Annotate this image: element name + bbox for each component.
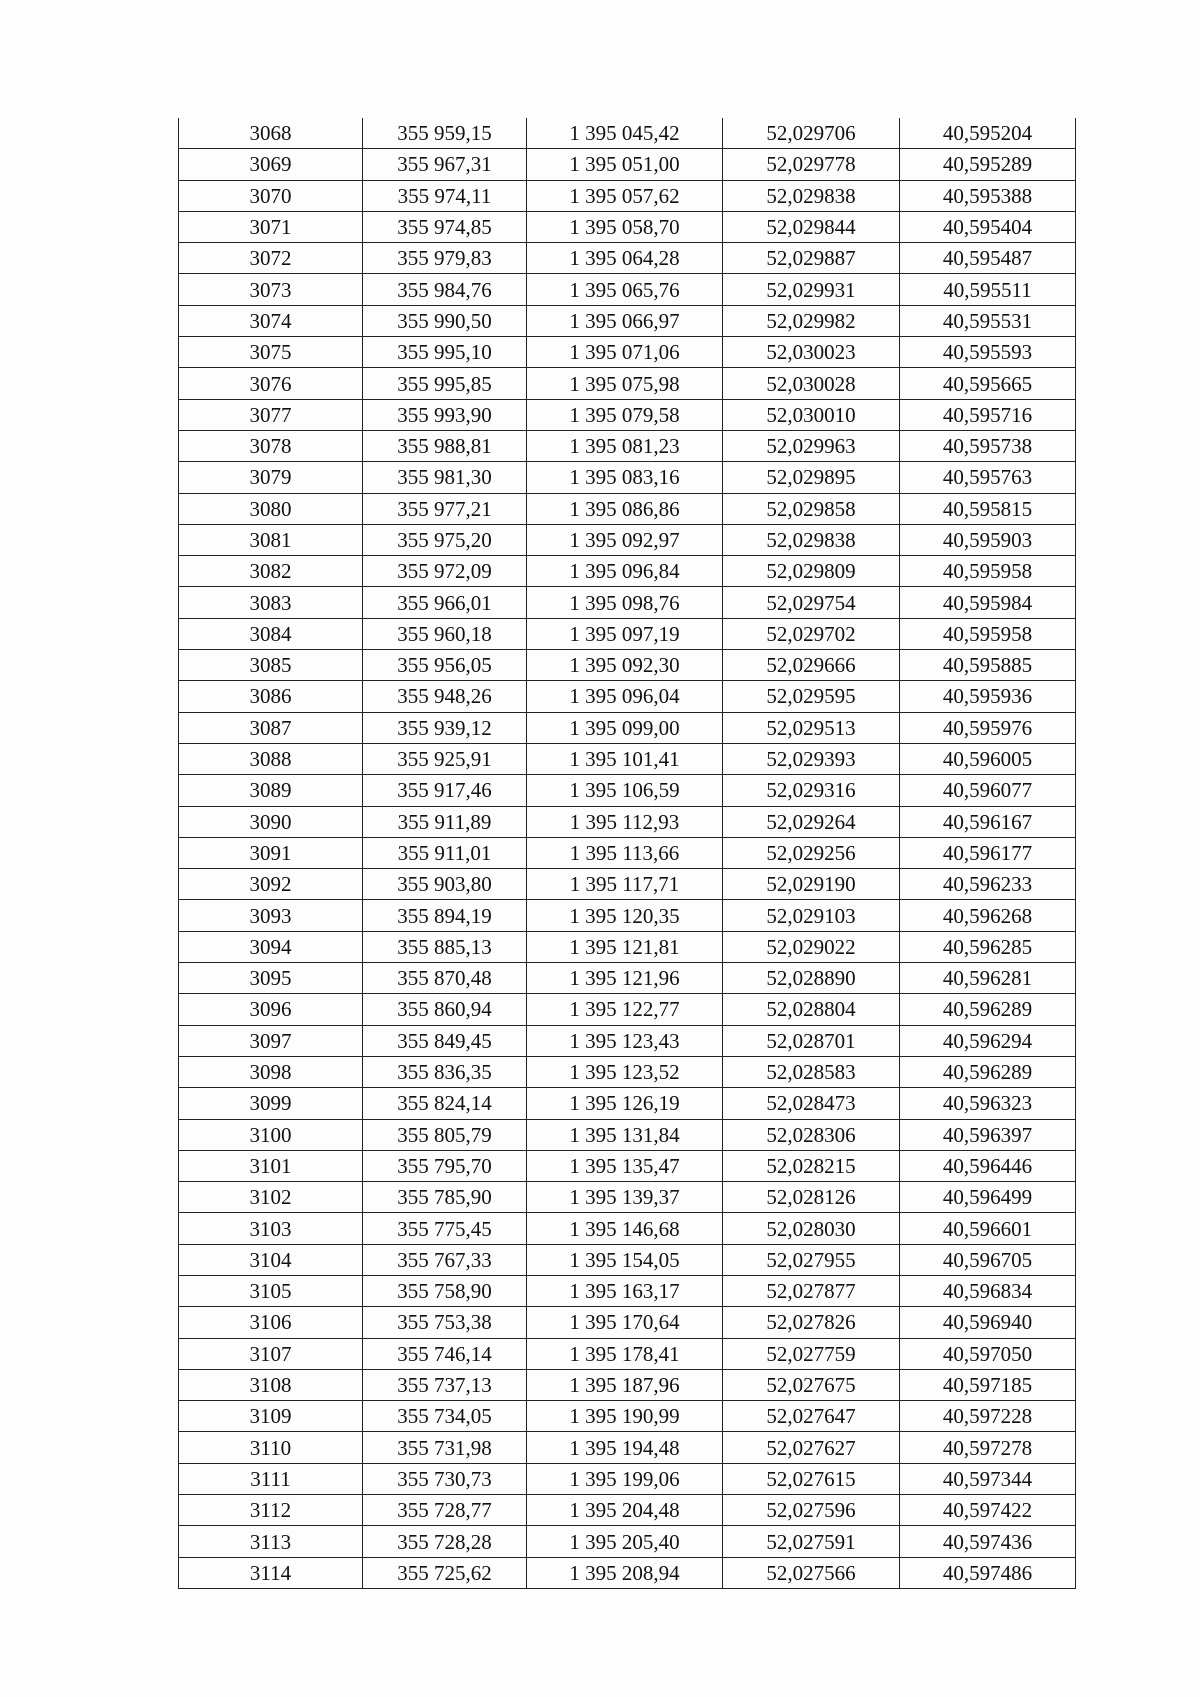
longitude-cell: 40,596834 — [900, 1275, 1076, 1306]
x-coordinate-cell: 355 981,30 — [363, 462, 527, 493]
point-number-cell: 3088 — [179, 743, 363, 774]
point-number-cell: 3082 — [179, 556, 363, 587]
latitude-cell: 52,029666 — [723, 650, 900, 681]
x-coordinate-cell: 355 939,12 — [363, 712, 527, 743]
x-coordinate-cell: 355 805,79 — [363, 1119, 527, 1150]
x-coordinate-cell: 355 746,14 — [363, 1338, 527, 1369]
y-coordinate-cell: 1 395 083,16 — [527, 462, 723, 493]
longitude-cell: 40,595936 — [900, 681, 1076, 712]
latitude-cell: 52,027759 — [723, 1338, 900, 1369]
table-row — [179, 1557, 1076, 1588]
longitude-cell: 40,595511 — [900, 274, 1076, 305]
table-row — [179, 775, 1076, 806]
latitude-cell: 52,029595 — [723, 681, 900, 712]
point-number-cell: 3103 — [179, 1213, 363, 1244]
point-number-cell: 3109 — [179, 1401, 363, 1432]
x-coordinate-cell: 355 725,62 — [363, 1557, 527, 1588]
point-number-cell: 3093 — [179, 900, 363, 931]
latitude-cell: 52,029838 — [723, 524, 900, 555]
point-number-cell: 3077 — [179, 399, 363, 430]
latitude-cell: 52,030028 — [723, 368, 900, 399]
latitude-cell: 52,027627 — [723, 1432, 900, 1463]
y-coordinate-cell: 1 395 170,64 — [527, 1307, 723, 1338]
x-coordinate-cell: 355 795,70 — [363, 1150, 527, 1181]
y-coordinate-cell: 1 395 081,23 — [527, 430, 723, 461]
y-coordinate-cell: 1 395 121,81 — [527, 931, 723, 962]
y-coordinate-cell: 1 395 154,05 — [527, 1244, 723, 1275]
x-coordinate-cell: 355 785,90 — [363, 1182, 527, 1213]
latitude-cell: 52,029256 — [723, 837, 900, 868]
y-coordinate-cell: 1 395 113,66 — [527, 837, 723, 868]
longitude-cell: 40,595815 — [900, 493, 1076, 524]
longitude-cell: 40,597344 — [900, 1463, 1076, 1494]
latitude-cell: 52,027566 — [723, 1557, 900, 1588]
point-number-cell: 3101 — [179, 1150, 363, 1181]
point-number-cell: 3095 — [179, 963, 363, 994]
longitude-cell: 40,596289 — [900, 994, 1076, 1025]
coordinates-table-body — [179, 118, 1076, 1588]
point-number-cell: 3081 — [179, 524, 363, 555]
table-row — [179, 305, 1076, 336]
point-number-cell: 3068 — [179, 118, 363, 149]
longitude-cell: 40,596289 — [900, 1056, 1076, 1087]
y-coordinate-cell: 1 395 101,41 — [527, 743, 723, 774]
point-number-cell: 3069 — [179, 149, 363, 180]
y-coordinate-cell: 1 395 123,52 — [527, 1056, 723, 1087]
latitude-cell: 52,029931 — [723, 274, 900, 305]
y-coordinate-cell: 1 395 178,41 — [527, 1338, 723, 1369]
y-coordinate-cell: 1 395 121,96 — [527, 963, 723, 994]
point-number-cell: 3102 — [179, 1182, 363, 1213]
longitude-cell: 40,597436 — [900, 1526, 1076, 1557]
y-coordinate-cell: 1 395 187,96 — [527, 1369, 723, 1400]
latitude-cell: 52,027826 — [723, 1307, 900, 1338]
y-coordinate-cell: 1 395 139,37 — [527, 1182, 723, 1213]
latitude-cell: 52,028804 — [723, 994, 900, 1025]
longitude-cell: 40,597278 — [900, 1432, 1076, 1463]
point-number-cell: 3078 — [179, 430, 363, 461]
table-row — [179, 337, 1076, 368]
point-number-cell: 3076 — [179, 368, 363, 399]
latitude-cell: 52,029022 — [723, 931, 900, 962]
latitude-cell: 52,027615 — [723, 1463, 900, 1494]
table-row — [179, 1401, 1076, 1432]
table-row — [179, 243, 1076, 274]
table-row — [179, 1338, 1076, 1369]
longitude-cell: 40,597228 — [900, 1401, 1076, 1432]
longitude-cell: 40,595204 — [900, 118, 1076, 149]
x-coordinate-cell: 355 758,90 — [363, 1275, 527, 1306]
point-number-cell: 3097 — [179, 1025, 363, 1056]
y-coordinate-cell: 1 395 120,35 — [527, 900, 723, 931]
table-row — [179, 430, 1076, 461]
latitude-cell: 52,029858 — [723, 493, 900, 524]
x-coordinate-cell: 355 979,83 — [363, 243, 527, 274]
latitude-cell: 52,029316 — [723, 775, 900, 806]
x-coordinate-cell: 355 911,01 — [363, 837, 527, 868]
table-row — [179, 931, 1076, 962]
table-row — [179, 1463, 1076, 1494]
table-row — [179, 806, 1076, 837]
y-coordinate-cell: 1 395 123,43 — [527, 1025, 723, 1056]
latitude-cell: 52,027596 — [723, 1495, 900, 1526]
y-coordinate-cell: 1 395 058,70 — [527, 211, 723, 242]
latitude-cell: 52,028030 — [723, 1213, 900, 1244]
y-coordinate-cell: 1 395 117,71 — [527, 869, 723, 900]
latitude-cell: 52,027647 — [723, 1401, 900, 1432]
x-coordinate-cell: 355 870,48 — [363, 963, 527, 994]
latitude-cell: 52,029190 — [723, 869, 900, 900]
x-coordinate-cell: 355 984,76 — [363, 274, 527, 305]
x-coordinate-cell: 355 767,33 — [363, 1244, 527, 1275]
table-row — [179, 556, 1076, 587]
point-number-cell: 3083 — [179, 587, 363, 618]
x-coordinate-cell: 355 731,98 — [363, 1432, 527, 1463]
table-row — [179, 399, 1076, 430]
latitude-cell: 52,028473 — [723, 1088, 900, 1119]
point-number-cell: 3098 — [179, 1056, 363, 1087]
x-coordinate-cell: 355 948,26 — [363, 681, 527, 712]
x-coordinate-cell: 355 753,38 — [363, 1307, 527, 1338]
longitude-cell: 40,596177 — [900, 837, 1076, 868]
latitude-cell: 52,029702 — [723, 618, 900, 649]
longitude-cell: 40,597422 — [900, 1495, 1076, 1526]
longitude-cell: 40,595738 — [900, 430, 1076, 461]
longitude-cell: 40,596601 — [900, 1213, 1076, 1244]
longitude-cell: 40,597185 — [900, 1369, 1076, 1400]
latitude-cell: 52,029982 — [723, 305, 900, 336]
x-coordinate-cell: 355 894,19 — [363, 900, 527, 931]
y-coordinate-cell: 1 395 204,48 — [527, 1495, 723, 1526]
latitude-cell: 52,029264 — [723, 806, 900, 837]
latitude-cell: 52,028583 — [723, 1056, 900, 1087]
point-number-cell: 3092 — [179, 869, 363, 900]
x-coordinate-cell: 355 972,09 — [363, 556, 527, 587]
y-coordinate-cell: 1 395 066,97 — [527, 305, 723, 336]
x-coordinate-cell: 355 728,77 — [363, 1495, 527, 1526]
point-number-cell: 3087 — [179, 712, 363, 743]
latitude-cell: 52,030023 — [723, 337, 900, 368]
longitude-cell: 40,596233 — [900, 869, 1076, 900]
latitude-cell: 52,029778 — [723, 149, 900, 180]
longitude-cell: 40,596499 — [900, 1182, 1076, 1213]
point-number-cell: 3074 — [179, 305, 363, 336]
point-number-cell: 3085 — [179, 650, 363, 681]
longitude-cell: 40,596705 — [900, 1244, 1076, 1275]
point-number-cell: 3113 — [179, 1526, 363, 1557]
latitude-cell: 52,027955 — [723, 1244, 900, 1275]
point-number-cell: 3108 — [179, 1369, 363, 1400]
point-number-cell: 3107 — [179, 1338, 363, 1369]
table-row — [179, 118, 1076, 149]
x-coordinate-cell: 355 974,85 — [363, 211, 527, 242]
point-number-cell: 3084 — [179, 618, 363, 649]
point-number-cell: 3079 — [179, 462, 363, 493]
table-row — [179, 1526, 1076, 1557]
longitude-cell: 40,596281 — [900, 963, 1076, 994]
point-number-cell: 3106 — [179, 1307, 363, 1338]
y-coordinate-cell: 1 395 208,94 — [527, 1557, 723, 1588]
y-coordinate-cell: 1 395 098,76 — [527, 587, 723, 618]
longitude-cell: 40,595388 — [900, 180, 1076, 211]
latitude-cell: 52,029754 — [723, 587, 900, 618]
point-number-cell: 3111 — [179, 1463, 363, 1494]
longitude-cell: 40,595885 — [900, 650, 1076, 681]
point-number-cell: 3072 — [179, 243, 363, 274]
y-coordinate-cell: 1 395 096,84 — [527, 556, 723, 587]
x-coordinate-cell: 355 967,31 — [363, 149, 527, 180]
x-coordinate-cell: 355 966,01 — [363, 587, 527, 618]
table-row — [179, 1495, 1076, 1526]
y-coordinate-cell: 1 395 065,76 — [527, 274, 723, 305]
latitude-cell: 52,028126 — [723, 1182, 900, 1213]
y-coordinate-cell: 1 395 163,17 — [527, 1275, 723, 1306]
table-row — [179, 712, 1076, 743]
x-coordinate-cell: 355 988,81 — [363, 430, 527, 461]
longitude-cell: 40,597050 — [900, 1338, 1076, 1369]
point-number-cell: 3114 — [179, 1557, 363, 1588]
latitude-cell: 52,028215 — [723, 1150, 900, 1181]
latitude-cell: 52,029706 — [723, 118, 900, 149]
latitude-cell: 52,029103 — [723, 900, 900, 931]
longitude-cell: 40,596294 — [900, 1025, 1076, 1056]
table-row — [179, 493, 1076, 524]
latitude-cell: 52,029963 — [723, 430, 900, 461]
longitude-cell: 40,596940 — [900, 1307, 1076, 1338]
table-row — [179, 1056, 1076, 1087]
latitude-cell: 52,029393 — [723, 743, 900, 774]
point-number-cell: 3070 — [179, 180, 363, 211]
longitude-cell: 40,596446 — [900, 1150, 1076, 1181]
x-coordinate-cell: 355 836,35 — [363, 1056, 527, 1087]
x-coordinate-cell: 355 849,45 — [363, 1025, 527, 1056]
longitude-cell: 40,596167 — [900, 806, 1076, 837]
longitude-cell: 40,595289 — [900, 149, 1076, 180]
x-coordinate-cell: 355 775,45 — [363, 1213, 527, 1244]
table-row — [179, 1182, 1076, 1213]
longitude-cell: 40,596323 — [900, 1088, 1076, 1119]
y-coordinate-cell: 1 395 064,28 — [527, 243, 723, 274]
point-number-cell: 3080 — [179, 493, 363, 524]
table-row — [179, 1150, 1076, 1181]
latitude-cell: 52,027675 — [723, 1369, 900, 1400]
x-coordinate-cell: 355 995,10 — [363, 337, 527, 368]
y-coordinate-cell: 1 395 099,00 — [527, 712, 723, 743]
y-coordinate-cell: 1 395 205,40 — [527, 1526, 723, 1557]
point-number-cell: 3110 — [179, 1432, 363, 1463]
point-number-cell: 3105 — [179, 1275, 363, 1306]
longitude-cell: 40,595958 — [900, 556, 1076, 587]
table-row — [179, 1025, 1076, 1056]
table-row — [179, 618, 1076, 649]
y-coordinate-cell: 1 395 086,86 — [527, 493, 723, 524]
point-number-cell: 3086 — [179, 681, 363, 712]
x-coordinate-cell: 355 956,05 — [363, 650, 527, 681]
x-coordinate-cell: 355 990,50 — [363, 305, 527, 336]
x-coordinate-cell: 355 824,14 — [363, 1088, 527, 1119]
table-row — [179, 149, 1076, 180]
point-number-cell: 3104 — [179, 1244, 363, 1275]
x-coordinate-cell: 355 995,85 — [363, 368, 527, 399]
coordinates-table — [178, 118, 1076, 1589]
y-coordinate-cell: 1 395 112,93 — [527, 806, 723, 837]
x-coordinate-cell: 355 728,28 — [363, 1526, 527, 1557]
latitude-cell: 52,029887 — [723, 243, 900, 274]
longitude-cell: 40,595984 — [900, 587, 1076, 618]
table-row — [179, 869, 1076, 900]
table-row — [179, 963, 1076, 994]
longitude-cell: 40,596077 — [900, 775, 1076, 806]
table-row — [179, 837, 1076, 868]
x-coordinate-cell: 355 911,89 — [363, 806, 527, 837]
latitude-cell: 52,029513 — [723, 712, 900, 743]
x-coordinate-cell: 355 959,15 — [363, 118, 527, 149]
longitude-cell: 40,597486 — [900, 1557, 1076, 1588]
latitude-cell: 52,027877 — [723, 1275, 900, 1306]
table-row — [179, 1369, 1076, 1400]
table-row — [179, 1275, 1076, 1306]
y-coordinate-cell: 1 395 097,19 — [527, 618, 723, 649]
latitude-cell: 52,030010 — [723, 399, 900, 430]
y-coordinate-cell: 1 395 096,04 — [527, 681, 723, 712]
table-row — [179, 1088, 1076, 1119]
table-row — [179, 462, 1076, 493]
x-coordinate-cell: 355 737,13 — [363, 1369, 527, 1400]
latitude-cell: 52,028701 — [723, 1025, 900, 1056]
y-coordinate-cell: 1 395 106,59 — [527, 775, 723, 806]
table-row — [179, 1244, 1076, 1275]
longitude-cell: 40,595593 — [900, 337, 1076, 368]
x-coordinate-cell: 355 917,46 — [363, 775, 527, 806]
latitude-cell: 52,029844 — [723, 211, 900, 242]
table-row — [179, 1119, 1076, 1150]
y-coordinate-cell: 1 395 092,97 — [527, 524, 723, 555]
longitude-cell: 40,595531 — [900, 305, 1076, 336]
table-row — [179, 211, 1076, 242]
table-row — [179, 587, 1076, 618]
y-coordinate-cell: 1 395 079,58 — [527, 399, 723, 430]
x-coordinate-cell: 355 974,11 — [363, 180, 527, 211]
y-coordinate-cell: 1 395 122,77 — [527, 994, 723, 1025]
longitude-cell: 40,595487 — [900, 243, 1076, 274]
point-number-cell: 3100 — [179, 1119, 363, 1150]
table-row — [179, 1307, 1076, 1338]
longitude-cell: 40,595665 — [900, 368, 1076, 399]
y-coordinate-cell: 1 395 190,99 — [527, 1401, 723, 1432]
longitude-cell: 40,596005 — [900, 743, 1076, 774]
y-coordinate-cell: 1 395 051,00 — [527, 149, 723, 180]
x-coordinate-cell: 355 734,05 — [363, 1401, 527, 1432]
y-coordinate-cell: 1 395 075,98 — [527, 368, 723, 399]
point-number-cell: 3112 — [179, 1495, 363, 1526]
x-coordinate-cell: 355 975,20 — [363, 524, 527, 555]
latitude-cell: 52,029895 — [723, 462, 900, 493]
point-number-cell: 3094 — [179, 931, 363, 962]
table-row — [179, 681, 1076, 712]
point-number-cell: 3071 — [179, 211, 363, 242]
latitude-cell: 52,028306 — [723, 1119, 900, 1150]
table-row — [179, 274, 1076, 305]
point-number-cell: 3099 — [179, 1088, 363, 1119]
longitude-cell: 40,595404 — [900, 211, 1076, 242]
point-number-cell: 3089 — [179, 775, 363, 806]
y-coordinate-cell: 1 395 199,06 — [527, 1463, 723, 1494]
point-number-cell: 3091 — [179, 837, 363, 868]
y-coordinate-cell: 1 395 045,42 — [527, 118, 723, 149]
table-row — [179, 743, 1076, 774]
y-coordinate-cell: 1 395 146,68 — [527, 1213, 723, 1244]
x-coordinate-cell: 355 730,73 — [363, 1463, 527, 1494]
y-coordinate-cell: 1 395 057,62 — [527, 180, 723, 211]
table-row — [179, 1432, 1076, 1463]
point-number-cell: 3073 — [179, 274, 363, 305]
point-number-cell: 3096 — [179, 994, 363, 1025]
table-row — [179, 650, 1076, 681]
y-coordinate-cell: 1 395 131,84 — [527, 1119, 723, 1150]
y-coordinate-cell: 1 395 071,06 — [527, 337, 723, 368]
x-coordinate-cell: 355 903,80 — [363, 869, 527, 900]
table-row — [179, 994, 1076, 1025]
x-coordinate-cell: 355 960,18 — [363, 618, 527, 649]
table-row — [179, 368, 1076, 399]
point-number-cell: 3075 — [179, 337, 363, 368]
latitude-cell: 52,029838 — [723, 180, 900, 211]
table-row — [179, 1213, 1076, 1244]
latitude-cell: 52,029809 — [723, 556, 900, 587]
y-coordinate-cell: 1 395 126,19 — [527, 1088, 723, 1119]
longitude-cell: 40,596268 — [900, 900, 1076, 931]
x-coordinate-cell: 355 993,90 — [363, 399, 527, 430]
latitude-cell: 52,027591 — [723, 1526, 900, 1557]
longitude-cell: 40,595763 — [900, 462, 1076, 493]
longitude-cell: 40,595976 — [900, 712, 1076, 743]
longitude-cell: 40,596285 — [900, 931, 1076, 962]
y-coordinate-cell: 1 395 135,47 — [527, 1150, 723, 1181]
table-row — [179, 900, 1076, 931]
y-coordinate-cell: 1 395 194,48 — [527, 1432, 723, 1463]
y-coordinate-cell: 1 395 092,30 — [527, 650, 723, 681]
x-coordinate-cell: 355 860,94 — [363, 994, 527, 1025]
x-coordinate-cell: 355 885,13 — [363, 931, 527, 962]
longitude-cell: 40,595903 — [900, 524, 1076, 555]
latitude-cell: 52,028890 — [723, 963, 900, 994]
longitude-cell: 40,596397 — [900, 1119, 1076, 1150]
x-coordinate-cell: 355 977,21 — [363, 493, 527, 524]
table-row — [179, 524, 1076, 555]
longitude-cell: 40,595958 — [900, 618, 1076, 649]
table-row — [179, 180, 1076, 211]
x-coordinate-cell: 355 925,91 — [363, 743, 527, 774]
longitude-cell: 40,595716 — [900, 399, 1076, 430]
point-number-cell: 3090 — [179, 806, 363, 837]
